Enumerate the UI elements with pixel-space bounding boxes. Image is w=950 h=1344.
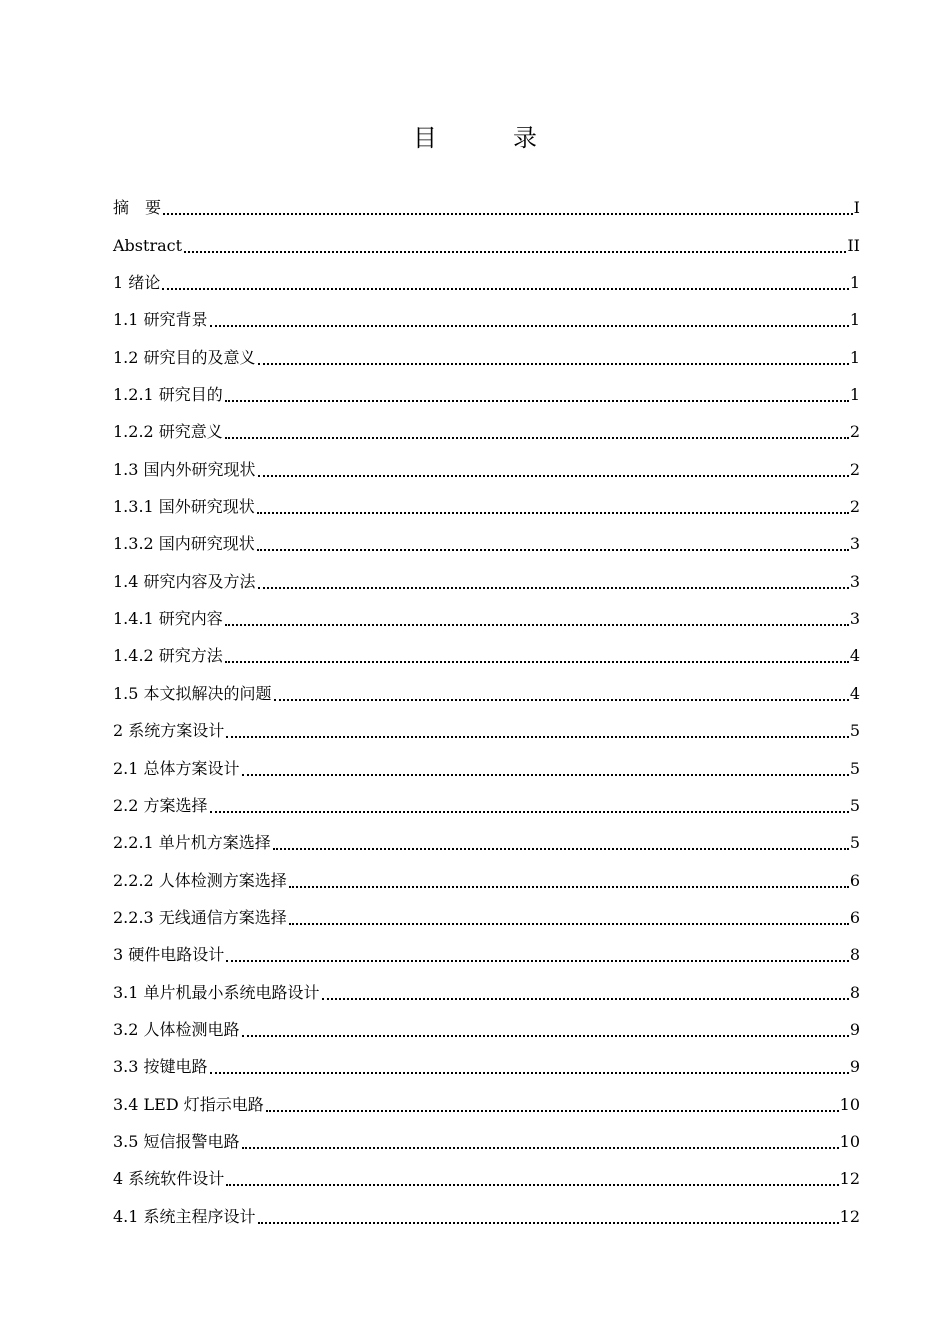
toc-dot-leader: [226, 960, 849, 962]
toc-entry-title: 摘 要: [113, 198, 162, 218]
toc-dot-leader: [163, 213, 853, 215]
toc-page-number: 12: [839, 1206, 860, 1226]
toc-page-number: 5: [849, 758, 860, 778]
toc-page-number: 9: [849, 1057, 860, 1077]
toc-entry[interactable]: [113, 712, 860, 749]
toc-entry-title: 4 系统软件设计: [113, 1169, 225, 1189]
toc-entry-title: 3.3 按键电路: [113, 1057, 208, 1077]
toc-dot-leader: [258, 363, 849, 365]
toc-page-number: 6: [849, 870, 860, 890]
toc-entry-title: 1.3 国内外研究现状: [113, 459, 256, 479]
toc-entry[interactable]: [113, 1085, 860, 1122]
toc-title: 目 录: [413, 124, 563, 152]
toc-list: [113, 189, 860, 1235]
toc-dot-leader: [225, 437, 849, 439]
toc-entry-title: 1.2.1 研究目的: [113, 385, 223, 405]
toc-entry-title: 1.2.2 研究意义: [113, 422, 223, 442]
toc-dot-leader: [210, 325, 849, 327]
toc-entry-title: 1.5 本文拟解决的问题: [113, 683, 272, 703]
toc-entry[interactable]: [113, 1011, 860, 1048]
toc-page-number: 10: [839, 1094, 860, 1114]
toc-entry[interactable]: [113, 637, 860, 674]
toc-dot-leader: [162, 288, 849, 290]
toc-dot-leader: [257, 549, 849, 551]
toc-dot-leader: [274, 699, 849, 701]
toc-page-number: 6: [849, 907, 860, 927]
toc-entry[interactable]: [113, 525, 860, 562]
toc-dot-leader: [266, 1110, 839, 1112]
toc-page-number: 3: [849, 609, 860, 629]
toc-dot-leader: [289, 886, 849, 888]
toc-entry[interactable]: [113, 899, 860, 936]
toc-dot-leader: [210, 1072, 849, 1074]
toc-dot-leader: [258, 587, 849, 589]
toc-page-number: 3: [849, 534, 860, 554]
toc-entry[interactable]: [113, 301, 860, 338]
toc-page-number: 1: [849, 347, 860, 367]
toc-entry[interactable]: [113, 674, 860, 711]
toc-page-number: 8: [849, 945, 860, 965]
toc-dot-leader: [257, 512, 849, 514]
toc-entry[interactable]: [113, 824, 860, 861]
toc-page-number: 9: [849, 1019, 860, 1039]
toc-page-number: 12: [839, 1169, 860, 1189]
toc-page-number: 4: [849, 683, 860, 703]
toc-entry[interactable]: [113, 861, 860, 898]
toc-entry[interactable]: [113, 376, 860, 413]
toc-entry-title: 2.2.1 单片机方案选择: [113, 833, 271, 853]
toc-dot-leader: [242, 1147, 839, 1149]
toc-page-number: II: [847, 235, 860, 255]
toc-entry[interactable]: [113, 189, 860, 226]
toc-entry-title: 3.2 人体检测电路: [113, 1019, 240, 1039]
toc-entry[interactable]: [113, 749, 860, 786]
toc-entry[interactable]: [113, 600, 860, 637]
toc-entry-title: 2.2.2 人体检测方案选择: [113, 870, 287, 890]
toc-entry[interactable]: [113, 787, 860, 824]
toc-entry-title: 3.4 LED 灯指示电路: [113, 1094, 264, 1114]
toc-page-number: 3: [849, 571, 860, 591]
toc-page-number: 5: [849, 795, 860, 815]
toc-dot-leader: [226, 736, 849, 738]
toc-dot-leader: [210, 811, 849, 813]
toc-page-number: 2: [849, 459, 860, 479]
toc-dot-leader: [184, 251, 846, 253]
toc-page-number: 1: [849, 385, 860, 405]
toc-dot-leader: [225, 624, 849, 626]
toc-dot-leader: [258, 1222, 839, 1224]
toc-page-number: I: [853, 198, 860, 218]
toc-entry-title: 2.2.3 无线通信方案选择: [113, 907, 287, 927]
toc-entry-title: 1.4 研究内容及方法: [113, 571, 256, 591]
toc-entry-title: 2 系统方案设计: [113, 721, 225, 741]
toc-entry-title: 2.2 方案选择: [113, 795, 208, 815]
toc-entry[interactable]: [113, 562, 860, 599]
toc-entry-title: 3.1 单片机最小系统电路设计: [113, 982, 320, 1002]
toc-page-number: 1: [849, 310, 860, 330]
toc-entry[interactable]: [113, 973, 860, 1010]
toc-entry-title: Abstract: [113, 235, 183, 255]
toc-page-number: 5: [849, 833, 860, 853]
toc-entry-title: 1 绪论: [113, 273, 161, 293]
toc-entry-title: 1.4.2 研究方法: [113, 646, 223, 666]
toc-entry-title: 1.2 研究目的及意义: [113, 347, 256, 367]
toc-entry[interactable]: [113, 338, 860, 375]
toc-entry-title: 3 硬件电路设计: [113, 945, 225, 965]
toc-page-number: 10: [839, 1131, 860, 1151]
toc-entry[interactable]: [113, 226, 860, 263]
toc-entry-title: 1.4.1 研究内容: [113, 609, 223, 629]
toc-entry-title: 2.1 总体方案设计: [113, 758, 240, 778]
toc-page-number: 4: [849, 646, 860, 666]
toc-dot-leader: [242, 1035, 849, 1037]
toc-entry[interactable]: [113, 1197, 860, 1234]
toc-entry[interactable]: [113, 488, 860, 525]
toc-page-number: 2: [849, 497, 860, 517]
toc-entry[interactable]: [113, 1123, 860, 1160]
toc-dot-leader: [273, 848, 849, 850]
toc-entry[interactable]: [113, 264, 860, 301]
toc-entry[interactable]: [113, 450, 860, 487]
toc-page-number: 8: [849, 982, 860, 1002]
toc-page-number: 2: [849, 422, 860, 442]
toc-page-number: 1: [849, 273, 860, 293]
toc-dot-leader: [226, 1184, 838, 1186]
toc-entry[interactable]: [113, 936, 860, 973]
toc-entry-title: 4.1 系统主程序设计: [113, 1206, 256, 1226]
toc-entry-title: 1.1 研究背景: [113, 310, 208, 330]
toc-entry-title: 1.3.1 国外研究现状: [113, 497, 255, 517]
toc-dot-leader: [322, 998, 849, 1000]
toc-entry[interactable]: [113, 1160, 860, 1197]
toc-dot-leader: [225, 400, 849, 402]
toc-entry-title: 3.5 短信报警电路: [113, 1131, 240, 1151]
toc-dot-leader: [289, 923, 849, 925]
toc-page-number: 5: [849, 721, 860, 741]
toc-dot-leader: [258, 475, 849, 477]
toc-entry[interactable]: [113, 1048, 860, 1085]
toc-entry-title: 1.3.2 国内研究现状: [113, 534, 255, 554]
toc-entry[interactable]: [113, 413, 860, 450]
toc-dot-leader: [225, 661, 849, 663]
toc-dot-leader: [242, 774, 849, 776]
